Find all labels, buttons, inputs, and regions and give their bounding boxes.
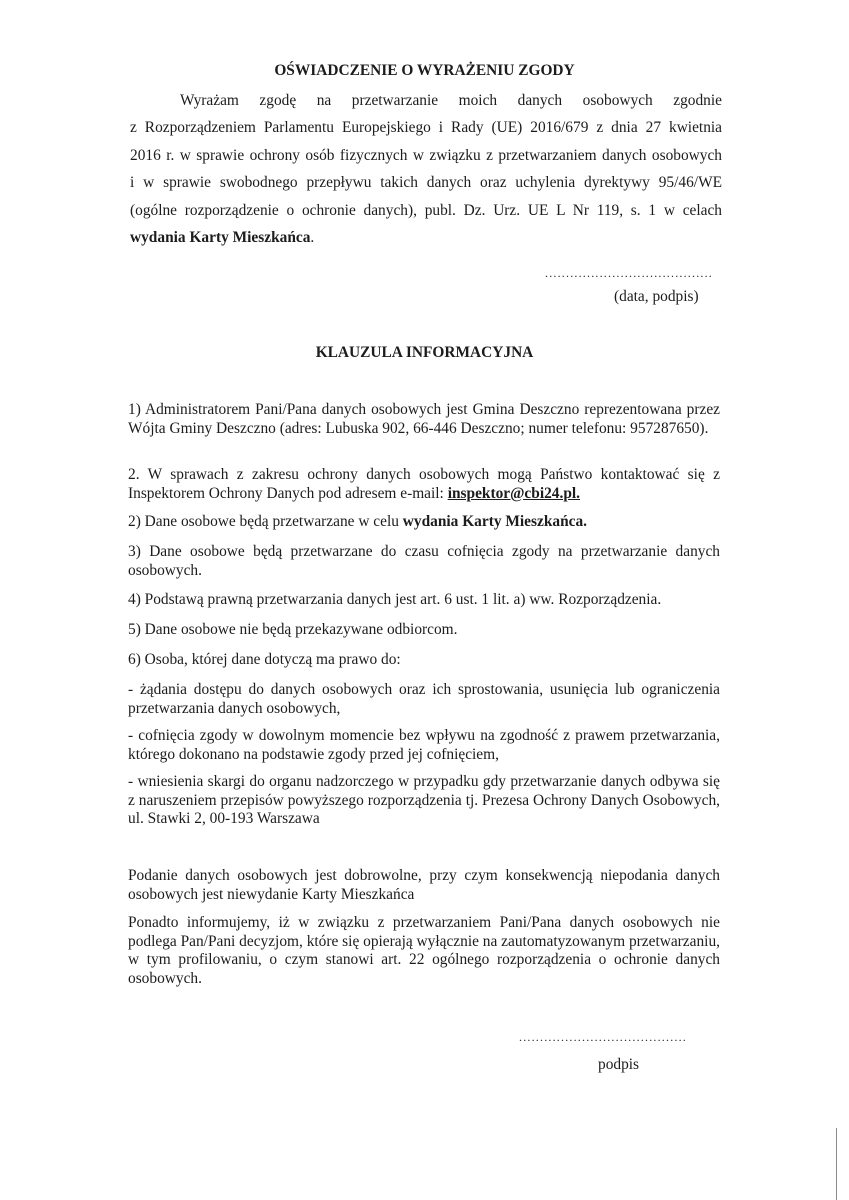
clause-point-1: 1) Administratorem Pani/Pana danych osobowych jest Gmina Deszczno reprezentowana przez Wójta Gminy Deszczno (adres: Lubuska 902, 66-446 Deszczno; numer telefonu: 957287650). (128, 401, 720, 437)
consent-line: i w sprawie swobodnego przepływu takich danych oraz uchylenia dyrektywy 95/46/WE (130, 174, 722, 192)
scan-edge-line (836, 1128, 837, 1200)
clause-signature-label: podpis (598, 1056, 640, 1073)
clause-point-6: 5) Dane osobowe nie będą przekazywane odbiorcom. (128, 621, 458, 638)
consent-line (130, 224, 722, 251)
clause-title: KLAUZULA INFORMACYJNA (315, 344, 534, 361)
clause-point-4: 3) Dane osobowe będą przetwarzane do czasu cofnięcia zgody na przetwarzanie danych osobowych. (128, 543, 720, 579)
consent-line: Wyrażam zgodę na przetwarzanie moich danych osobowych zgodnie (180, 92, 722, 109)
consent-signature-label: (data, podpis) (614, 288, 699, 305)
clause-point-3-purpose: wydania Karty Mieszkańca. (402, 513, 588, 530)
rights-item-withdraw: - cofnięcia zgody w dowolnym momencie bez wpływu na zgodność z prawem przetwarzania, którego dokonano na podstawie zgody przed jej cofnięciem, (128, 727, 720, 763)
clause-point-7: 6) Osoba, której dane dotyczą ma prawo do: (128, 651, 401, 668)
clause-point-5: 4) Podstawą prawną przetwarzania danych jest art. 6 ust. 1 lit. a) ww. Rozporządzenia. (128, 591, 662, 608)
voluntary-note: Podanie danych osobowych jest dobrowolne, przy czym konsekwencją niepodania danych osobowych jest niewydanie Karty Mieszkańca (128, 867, 720, 903)
dpo-email-link[interactable]: inspektor@cbi24.pl. (447, 484, 581, 502)
consent-line: 2016 r. w sprawie ochrony osób fizycznych w związku z przetwarzaniem danych osobowych (130, 146, 722, 164)
automated-decisions-note: Ponadto informujemy, iż w związku z przetwarzaniem Pani/Pana danych osobowych nie podlega Pan/Pani decyzjom, które się opierają wyłącznie na zautomatyzowanym przetwarzaniu, w tym profilowaniu, o czym stanowi art. 22 ogólnego rozporządzenia o ochronie danych osobowych. (128, 914, 720, 987)
consent-purpose: wydania Karty Mieszkańca (130, 229, 311, 247)
consent-paragraph (130, 87, 722, 251)
consent-title: OŚWIADCZENIE O WYRAŻENIU ZGODY (274, 62, 575, 79)
consent-line: (ogólne rozporządzenie o ochronie danych), publ. Dz. Urz. UE L Nr 119, s. 1 w celach (130, 201, 722, 219)
consent-period: . (310, 229, 315, 247)
clause-point-2-text: 2. W sprawach z zakresu ochrony danych osobowych mogą Państwo kontaktować się z Inspektorem Ochrony Danych pod adresem e-mail: (128, 466, 720, 502)
consent-signature-line: ........................................ (545, 266, 713, 280)
clause-signature-line: ........................................ (519, 1030, 687, 1044)
clause-point-3-text: 2) Dane osobowe będą przetwarzane w celu (128, 513, 403, 530)
rights-item-access: - żądania dostępu do danych osobowych oraz ich sprostowania, usunięcia lub ograniczenia przetwarzania danych osobowych, (128, 681, 720, 717)
consent-line: z Rozporządzeniem Parlamentu Europejskiego i Rady (UE) 2016/679 z dnia 27 kwietnia (130, 119, 722, 137)
clause-point-3 (128, 513, 720, 532)
rights-item-complaint: - wniesienia skargi do organu nadzorczego w przypadku gdy przetwarzanie danych odbywa się z naruszeniem przepisów powyższego rozporządzenia tj. Prezesa Ochrony Danych Osobowych, ul. Stawki 2, 00-193 Warszawa (128, 773, 720, 828)
clause-point-2 (128, 466, 720, 503)
